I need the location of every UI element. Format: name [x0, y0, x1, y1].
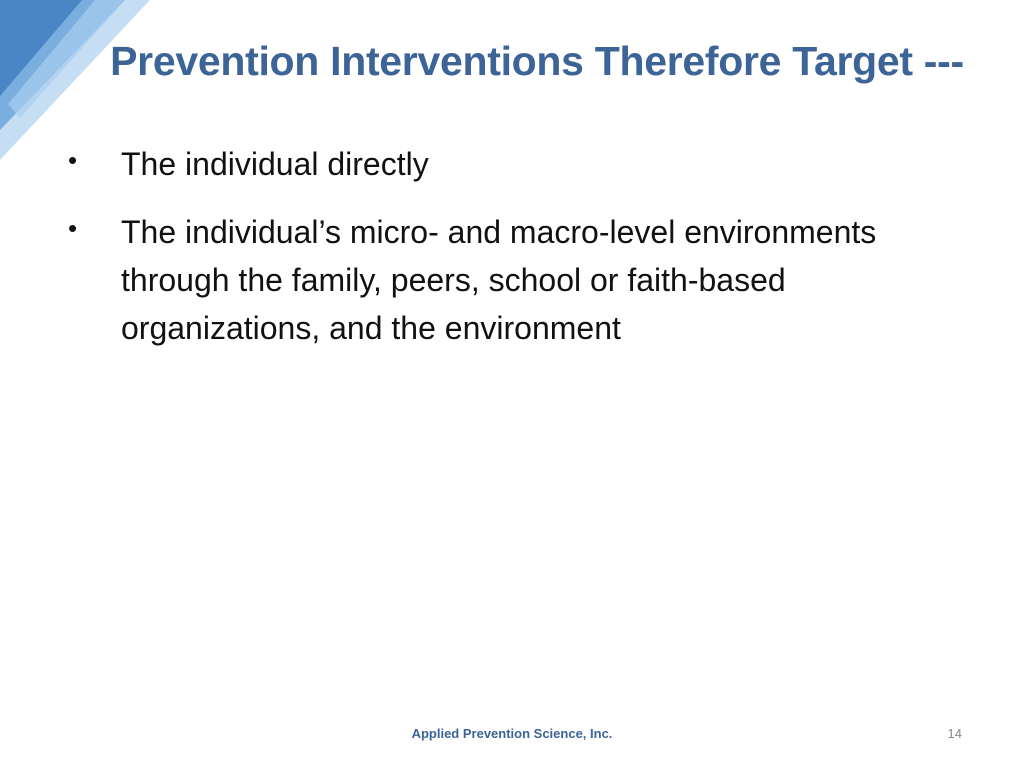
- bullet-item: [62, 140, 962, 188]
- footer-organization: Applied Prevention Science, Inc.: [411, 726, 613, 741]
- bullet-marker: •: [68, 145, 78, 175]
- bullet-marker: •: [68, 213, 78, 243]
- bullet-list: [62, 140, 962, 372]
- bullet-text: The individual directly: [121, 146, 429, 182]
- page-number: 14: [947, 726, 962, 741]
- bullet-text: The individual’s micro- and macro-level environments through the family, peers, school or faith-based organizations, and the environment: [121, 214, 877, 346]
- slide-title: Prevention Interventions Therefore Target ---: [110, 38, 964, 84]
- bullet-item: [62, 208, 962, 352]
